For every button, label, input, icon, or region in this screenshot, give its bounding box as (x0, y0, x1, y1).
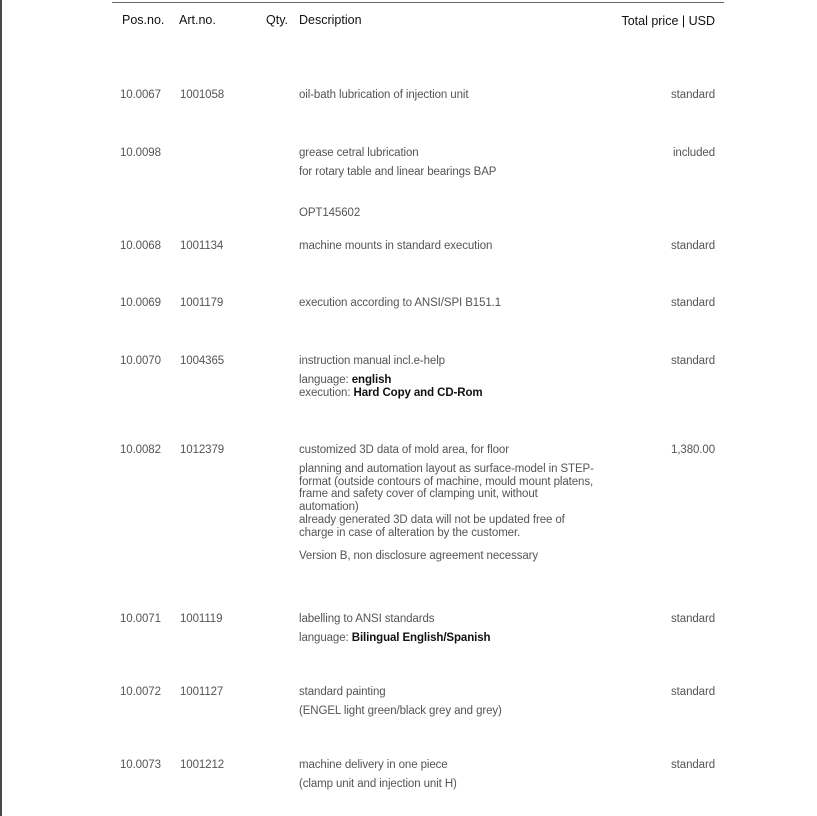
total-price: standard (671, 355, 715, 367)
pos-number: 10.0072 (120, 686, 161, 698)
description-line: for rotary table and linear bearings BAP (299, 166, 497, 178)
language-line (299, 632, 599, 644)
header-total-price: Total price | USD (621, 14, 715, 28)
language-value: Bilingual English/Spanish (351, 632, 491, 644)
art-number: 1001058 (180, 89, 225, 101)
art-number: 1001212 (180, 759, 225, 771)
description-paragraph: planning and automation layout as surface-model in STEP-format (outside contours of machine, mould mount platens, frame and safety cover of clamping unit, without automation) (299, 463, 594, 513)
language-label: language: (299, 632, 349, 644)
page-edge (0, 0, 2, 816)
description-line: execution according to ANSI/SPI B151.1 (299, 297, 502, 309)
language-value: english (351, 374, 392, 386)
pos-number: 10.0068 (120, 240, 161, 252)
total-price: standard (671, 297, 715, 309)
pos-number: 10.0069 (120, 297, 161, 309)
total-price: standard (671, 686, 715, 698)
total-price: standard (671, 89, 715, 101)
total-price: included (672, 147, 715, 159)
description-line: OPT145602 (299, 207, 361, 219)
description-line: Version B, non disclosure agreement necessary (299, 550, 539, 562)
description (299, 240, 599, 252)
description (299, 613, 599, 644)
header-art-no: Art.no. (179, 13, 216, 27)
description (299, 297, 599, 309)
language-label: language: (299, 374, 349, 386)
language-line (299, 374, 599, 386)
pos-number: 10.0070 (120, 355, 161, 367)
description-line: machine delivery in one piece (299, 759, 448, 771)
description-line: oil-bath lubrication of injection unit (299, 89, 469, 101)
description (299, 759, 599, 790)
total-price: 1,380.00 (671, 444, 715, 456)
header-description: Description (299, 13, 362, 27)
header-rule (112, 2, 724, 3)
art-number: 1004365 (180, 355, 225, 367)
description-line: customized 3D data of mold area, for floor (299, 444, 509, 456)
total-price: standard (671, 759, 715, 771)
pos-number: 10.0071 (120, 613, 161, 625)
pos-number: 10.0098 (120, 147, 161, 159)
art-number: 1001119 (180, 613, 223, 625)
pos-number: 10.0082 (120, 444, 161, 456)
header-qty: Qty. (266, 13, 288, 27)
description (299, 686, 599, 717)
description-line: machine mounts in standard execution (299, 240, 493, 252)
total-price: standard (671, 240, 715, 252)
total-price: standard (671, 613, 715, 625)
art-number: 1001134 (180, 240, 224, 252)
description-line: labelling to ANSI standards (299, 613, 435, 625)
pos-number: 10.0067 (120, 89, 161, 101)
description (299, 355, 599, 399)
description-line: (ENGEL light green/black grey and grey) (299, 705, 502, 717)
description-line: standard painting (299, 686, 386, 698)
execution-label: execution: (299, 387, 351, 399)
description (299, 89, 599, 101)
art-number: 1001179 (180, 297, 224, 309)
art-number: 1012379 (180, 444, 225, 456)
description-line: instruction manual incl.e-help (299, 355, 445, 367)
header-pos-no: Pos.no. (122, 13, 165, 27)
execution-line (299, 387, 599, 399)
pos-number: 10.0073 (120, 759, 161, 771)
description-line: grease cetral lubrication (299, 147, 419, 159)
description (299, 444, 595, 562)
execution-value: Hard Copy and CD-Rom (353, 387, 483, 399)
description-paragraph: already generated 3D data will not be updated free of charge in case of alteration by the customer. (299, 514, 565, 539)
art-number: 1001127 (180, 686, 224, 698)
description-line: (clamp unit and injection unit H) (299, 778, 457, 790)
description (299, 147, 599, 219)
